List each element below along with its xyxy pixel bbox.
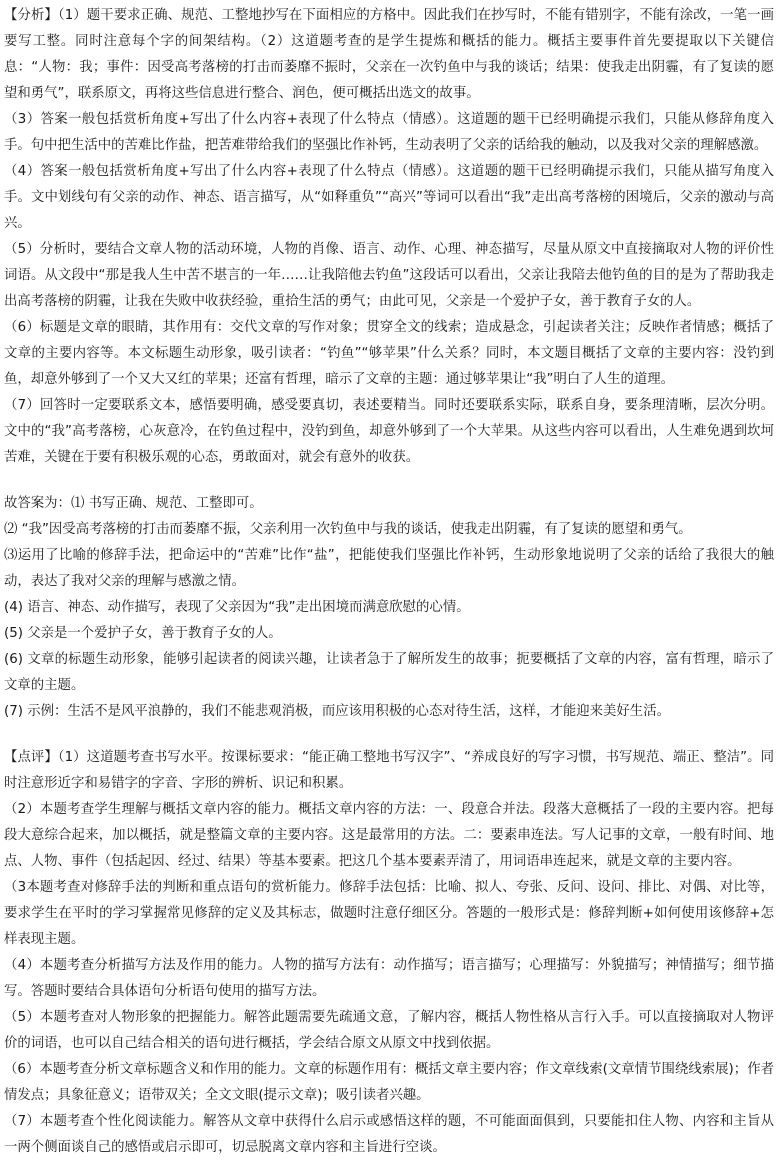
analysis-paragraph-7: （7）回答时一定要联系文本，感悟要明确，感受要真切，表述要精当。同时还要联系实际，联系自身，要条理清晰，层次分明。文中的“我”高考落榜，心灰意冷，在钓鱼过程中，没钓到鱼，却意外够到了一个大苹果。从这些内容可以看出，人生难免遇到坎坷苦难，关键在于要有积极乐观的心态，勇敢面对，就会有意外的收获。 [4,398,774,465]
analysis-text-1: （1）题干要求正确、规范、工整地抄写在下面相应的方格中。因此我们在抄写时，不能有错别字，不能有涂改，一笔一画要写工整。同时注意每个字的间架结构。（2）这道题考查的是学生提炼和概括的能力。概括主要事件首先要提取以下关键信息：“人物：我；事件：因受高考落榜的打击而萎靡不振时，父亲在一次钓鱼中与我的谈话；结果：使我走出阴霾，有了复读的愿望和勇气”，联系原文，再将这些信息进行整合、润色，便可概括出选文的故事。 [4,8,775,101]
comment-paragraph-7: （7）本题考查个性化阅读能力。解答从文章中获得什么启示或感悟这样的题，不可能面面俱到，只要能扣住人物、内容和主旨从一两个侧面谈自己的感悟或启示即可，切忌脱离文章内容和主旨进行空谈。 [4,1114,774,1155]
answer-line-5: (5) 父亲是一个爱护子女，善于教育子女的人。 [4,626,282,641]
answer-section [4,491,774,725]
comment-text-1: （1）这道题考查书写水平。按课标要求：“能正确工整地书写汉字”、“养成良好的写字习惯，书写规范、端正、整洁”。同时注意形近字和易错字的字音、字形的辨析、识记和积累。 [4,750,775,791]
analysis-paragraph-6: （6）标题是文章的眼睛，其作用有：交代文章的写作对象；贯穿全文的线索；造成悬念，引起读者关注；反映作者情感；概括了文章的主要内容等。本文标题生动形象，吸引读者：“钓鱼”“够苹果”什么关系？同时，本文题目概括了文章的主要内容：没钓到鱼，却意外够到了一个又大又红的苹果；还富有哲理，暗示了文章的主题：通过够苹果让“我”明白了人生的道理。 [4,320,774,387]
comment-paragraph-3: （3本题考查对修辞手法的判断和重点语句的赏析能力。修辞手法包括：比喻、拟人、夸张、反问、设问、排比、对偶、对比等，要求学生在平时的学习掌握常见修辞的定义及其标志，做题时注意仔细区分。答题的一般形式是：修辞判断+如何使用该修辞+怎样表现主题。 [4,880,774,947]
answer-line-1: 故答案为：⑴ 书写正确、规范、工整即可。 [4,496,263,511]
answer-line-4: (4) 语言、神态、动作描写，表现了父亲因为“我”走出困境而满意欣慰的心情。 [4,600,470,615]
analysis-paragraph-3: （3）答案一般包括赏析角度+写出了什么内容+表现了什么特点（情感）。这道题的题干已经明确提示我们，只能从修辞角度入手。句中把生活中的苦难比作盐，把苦难带给我们的坚强比作补钙，生动表明了父亲的话给我的触动，以及我对父亲的理解感激。 [4,112,774,153]
answer-line-6: (6) 文章的标题生动形象，能够引起读者的阅读兴趣，让读者急于了解所发生的故事；扼要概括了文章的内容，富有哲理，暗示了文章的主题。 [4,652,774,693]
answer-line-3: ⑶运用了比喻的修辞手法，把命运中的“苦难”比作“盐”，把能使我们坚强比作补钙，生动形象地说明了父亲的话给了我很大的触动，表达了我对父亲的理解与感激之情。 [4,548,774,589]
analysis-paragraph-5: （5）分析时，要结合文章人物的活动环境，人物的肖像、语言、动作、心理、神态描写，尽量从原文中直接摘取对人物的评价性词语。从文段中“那是我人生中苦不堪言的一年……让我陪他去钓鱼”这段话可以看出，父亲让我陪去他钓鱼的目的是为了帮助我走出高考落榜的阴霾，让我在失败中收获经验，重拾生活的勇气；由此可见，父亲是一个爱护子女，善于教育子女的人。 [4,242,774,309]
comment-paragraph-4: （4）本题考查分析描写方法及作用的能力。人物的描写方法有：动作描写；语言描写；心理描写：外貌描写；神情描写；细节描写。答题时要结合具体语句分析语句使用的描写方法。 [4,958,774,999]
comment-paragraph-2: （2）本题考查学生理解与概括文章内容的能力。概括文章内容的方法：一、段意合并法。段落大意概括了一段的主要内容。把每段大意综合起来，加以概括，就是整篇文章的主要内容。这是最常用的方法。二：要素串连法。写人记事的文章，一般有时间、地点、人物、事件（包括起因、经过、结果）等基本要素。把这几个基本要素弄清了，用词语串连起来，就是文章的主要内容。 [4,802,774,869]
analysis-tag: 【分析】 [4,8,58,23]
analysis-paragraph-1 [4,3,774,107]
analysis-paragraph-4: （4）答案一般包括赏析角度+写出了什么内容+表现了什么特点（情感）。这道题的题干已经明确提示我们，只能从描写角度入手。文中划线句有父亲的动作、神态、语言描写，从“如释重负”“高兴”等词可以看出“我”走出高考落榜的困境后，父亲的激动与高兴。 [4,164,774,231]
comment-paragraph-6: （6）本题考查分析文章标题含义和作用的能力。文章的标题作用有：概括文章主要内容；作文章线索(文章情节围绕线索展)；作者情发点；具象征意义；语带双关；全文文眼(提示文章)；吸引读者兴趣。 [4,1062,774,1103]
section-divider [4,471,774,491]
answer-line-2: ⑵ “我”因受高考落榜的打击而萎靡不振，父亲利用一次钓鱼中与我的谈话，使我走出阴霾，有了复读的愿望和勇气。 [4,522,692,537]
answer-line-7: (7) 示例：生活不是风平浪静的，我们不能悲观消极，而应该用积极的心态对待生活，这样，才能迎来美好生活。 [4,704,670,719]
comment-paragraph-5: （5）本题考查对人物形象的把握能力。解答此题需要先疏通文意，了解内容，概括人物性格从言行入手。可以直接摘取对人物评价的词语，也可以自己结合相关的语句进行概括，学会结合原文从原文中找到依据。 [4,1010,774,1051]
comment-section [4,745,774,1161]
section-divider [4,725,774,745]
analysis-section [4,3,774,471]
comment-paragraph-1 [4,745,774,797]
comment-tag: 【点评】 [4,750,58,765]
